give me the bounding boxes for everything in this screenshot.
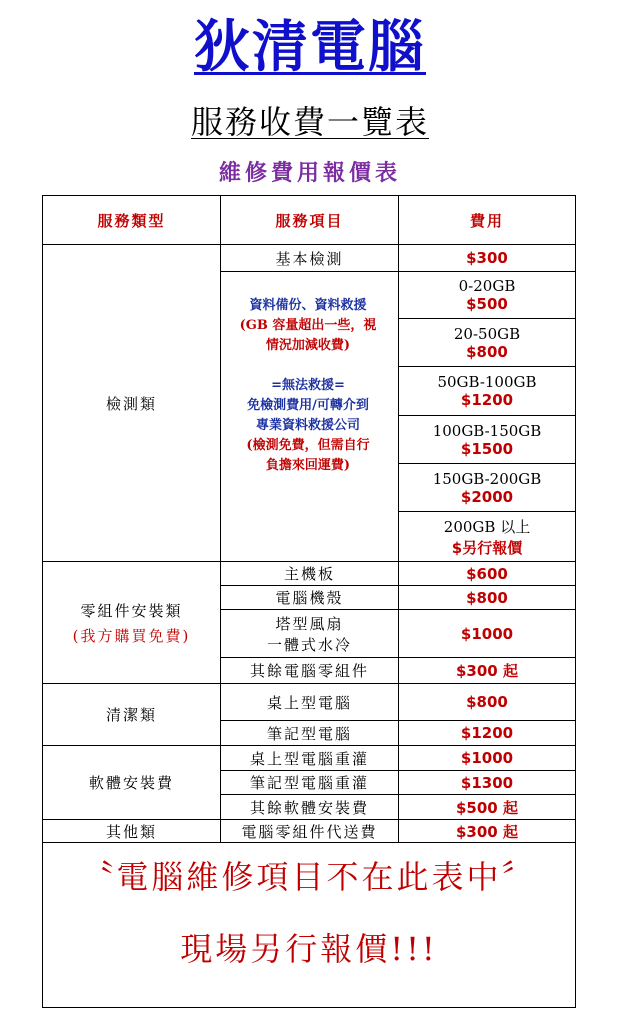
item-other-parts: 其餘電腦零組件 <box>249 662 369 680</box>
item-pc-case: 電腦機殼 <box>275 589 344 607</box>
item-basic-detect: 基本檢測 <box>275 249 344 268</box>
item-desktop-reinstall: 桌上型電腦重灌 <box>249 749 369 768</box>
data-recovery-note: 資料備份、資料救援 (GB 容量超出一些，視 情況加減收費) =無法救援= 免檢測費用/可轉介到 專業資料救援公司 (檢測免費，但需自行 負擔來回運費) <box>239 298 377 473</box>
category-parts-note: (我方購買免費) <box>72 626 191 645</box>
item-cooler: 塔型風扇 一體式水冷 <box>266 614 352 654</box>
price-basic-detect: $300 <box>466 249 508 267</box>
tier-150-200gb: 150GB-200GB $2000 <box>432 469 542 506</box>
tier-200gb-plus: 200GB 以上 $另行報價 <box>443 517 531 557</box>
tier-20-50gb: 20-50GB $800 <box>453 324 521 361</box>
price-other-software: $500 起 <box>456 798 518 817</box>
price-parts-delivery: $300 起 <box>456 822 518 841</box>
price-pc-case: $800 <box>466 588 508 607</box>
item-desktop-cleaning: 桌上型電腦 <box>266 693 352 712</box>
tier-50-100gb: 50GB-100GB $1200 <box>437 373 537 409</box>
item-motherboard: 主機板 <box>283 565 335 583</box>
item-parts-delivery: 電腦零組件代送費 <box>241 822 378 841</box>
table-title: 維修費用報價表 <box>218 160 401 186</box>
header-service-item: 服務項目 <box>275 211 344 230</box>
category-parts-label: 零組件安裝類 <box>80 601 183 620</box>
item-laptop-reinstall: 筆記型電腦重灌 <box>249 774 369 792</box>
tier-100-150gb: 100GB-150GB $1500 <box>432 421 542 458</box>
row-divider <box>43 842 575 843</box>
brand-title: 狄清電腦 <box>194 14 426 80</box>
item-other-software: 其餘軟體安裝費 <box>249 798 369 817</box>
category-software: 軟體安裝費 <box>88 774 174 792</box>
price-desktop-cleaning: $800 <box>466 693 508 711</box>
price-motherboard: $600 <box>466 564 508 583</box>
category-parts <box>43 562 220 683</box>
price-laptop-reinstall: $1300 <box>460 773 514 792</box>
price-desktop-reinstall: $1000 <box>460 749 514 767</box>
page-subtitle: 服務收費一覽表 <box>190 103 429 141</box>
category-cleaning: 清潔類 <box>105 706 157 724</box>
price-cooler: $1000 <box>460 624 514 643</box>
category-other: 其他類 <box>105 822 157 841</box>
footer-quote-onsite: 現場另行報價!!! <box>180 930 438 968</box>
price-laptop-cleaning: $1200 <box>460 724 514 742</box>
footer-notice: 〝電腦維修項目不在此表中〞 <box>81 858 537 896</box>
header-service-type: 服務類型 <box>97 211 166 230</box>
price-other-parts: $300 起 <box>456 662 518 680</box>
tier-0-20gb: 0-20GB $500 <box>458 277 516 313</box>
header-fee: 費用 <box>469 211 504 230</box>
category-detect: 檢測類 <box>105 394 157 413</box>
item-laptop-cleaning: 筆記型電腦 <box>266 724 352 743</box>
